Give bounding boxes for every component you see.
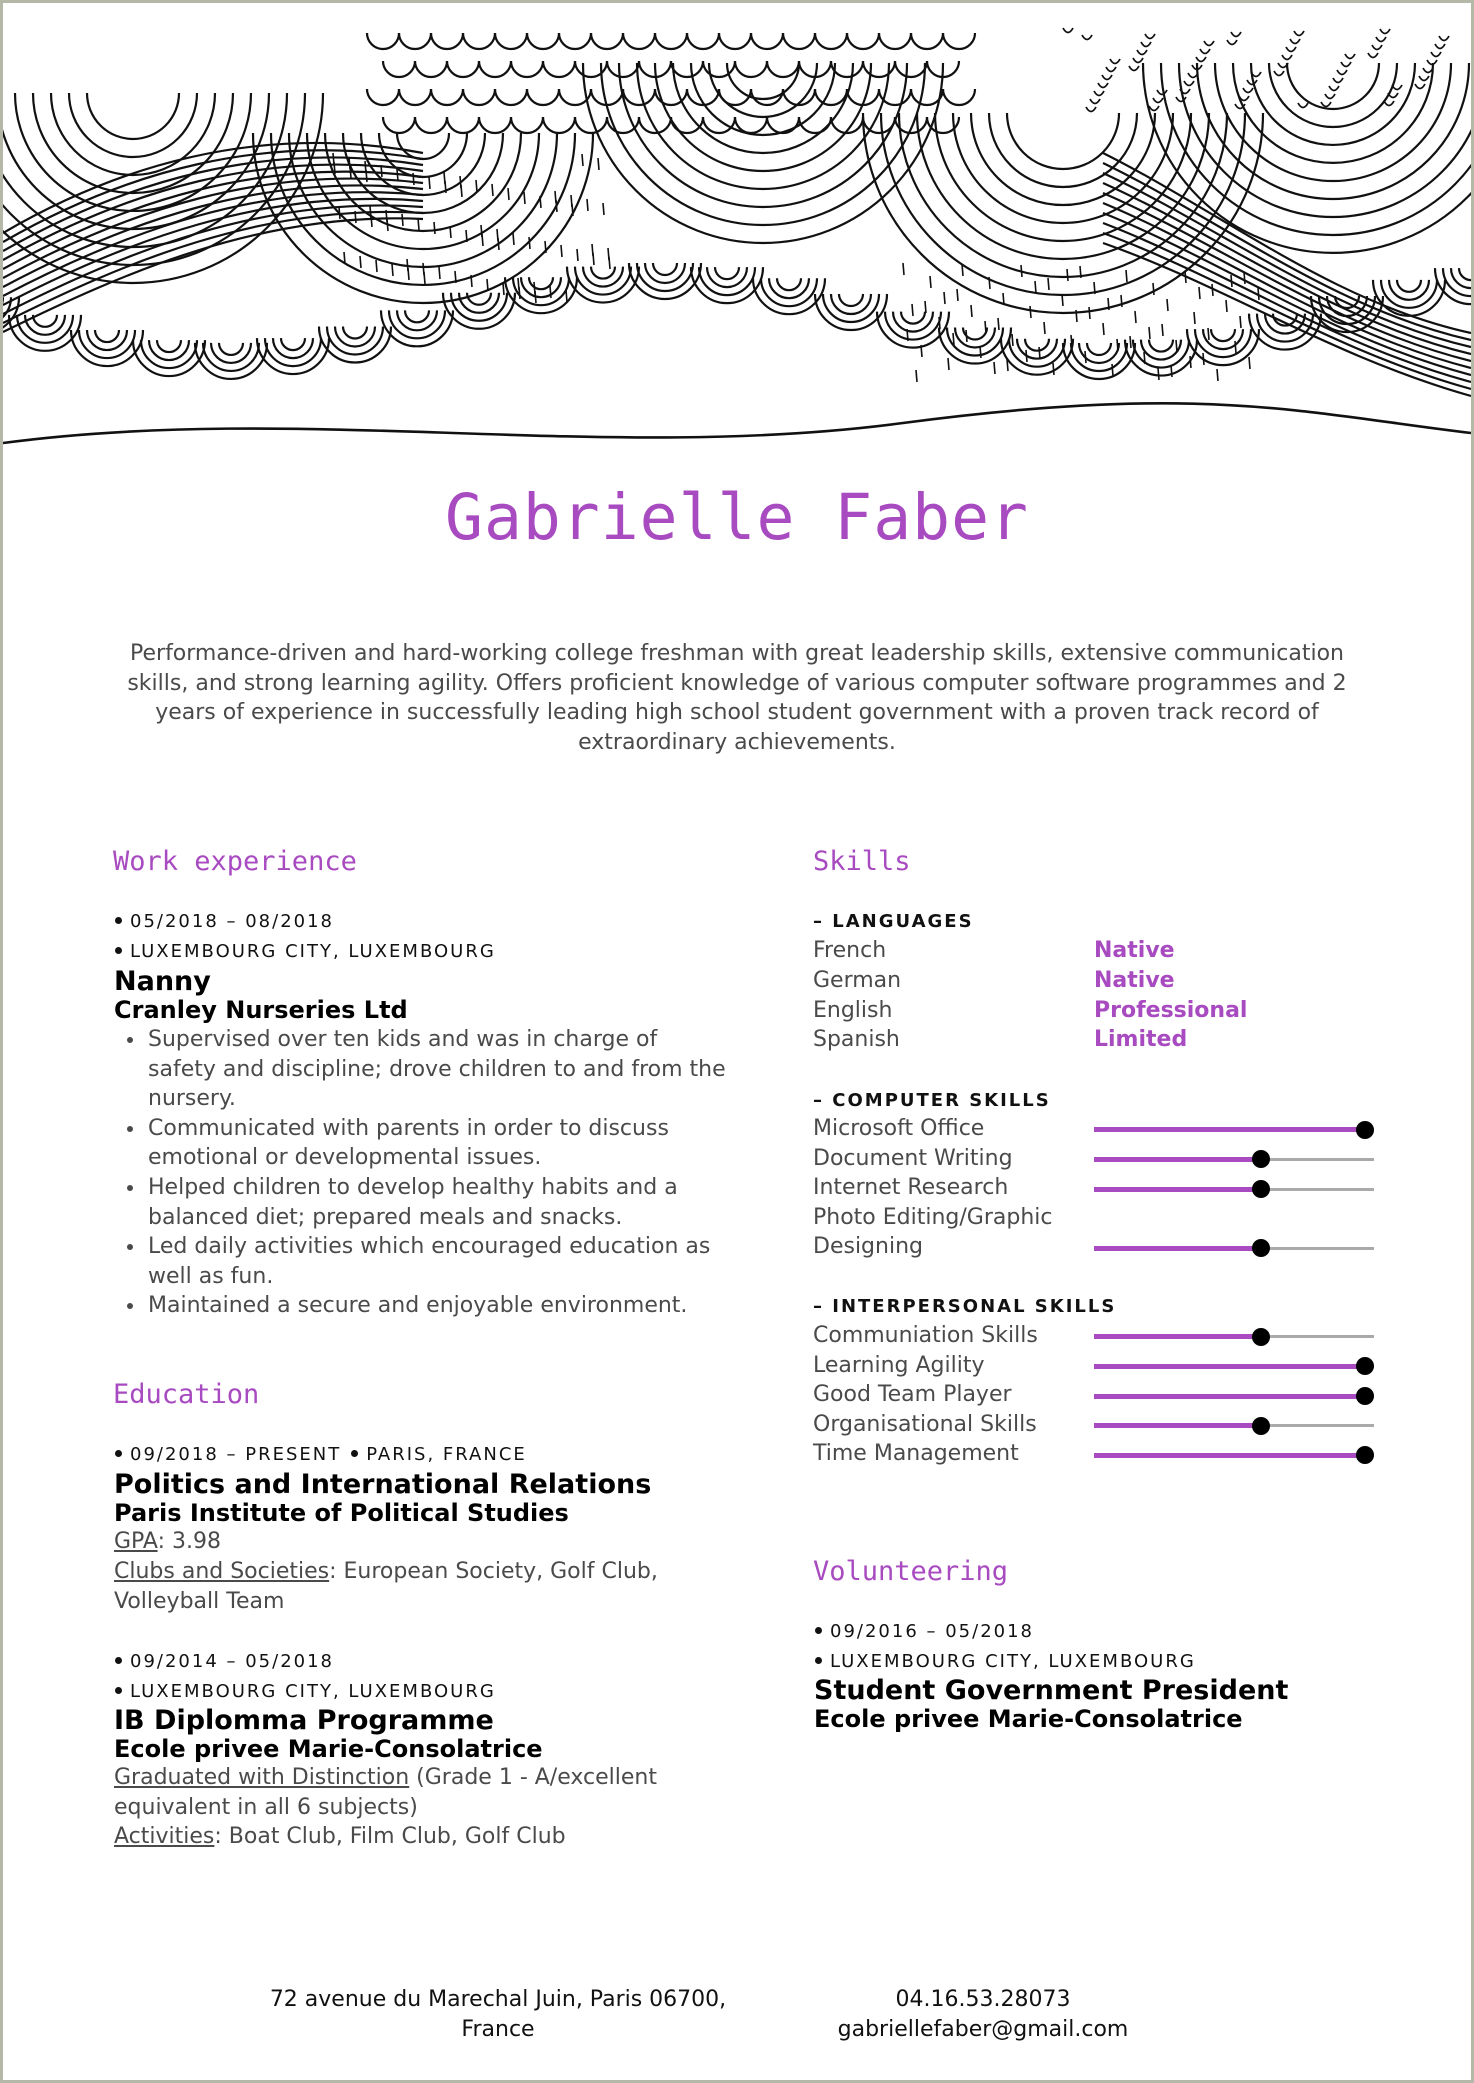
list-item: • Supervised over ten kids and was in charge of safety and discipline; drove children to and from the nursery. bbox=[146, 1025, 726, 1114]
list-item: • Led daily activities which encouraged education as well as fun. bbox=[146, 1232, 726, 1291]
bullet-dot bbox=[115, 1657, 122, 1664]
clubs-value: : European Society, Golf Club, Volleyball Team bbox=[114, 1559, 658, 1614]
skills-heading: Skills bbox=[813, 846, 911, 877]
interpersonal-skill-name: Communiation Skills bbox=[813, 1323, 1038, 1348]
language-name: German bbox=[813, 968, 902, 993]
interpersonal-skill-name: Good Team Player bbox=[813, 1382, 1012, 1408]
language-level: Professional bbox=[1094, 998, 1248, 1023]
volunteering-heading: Volunteering bbox=[813, 1556, 1009, 1587]
computer-skill-name: Document Writing bbox=[813, 1145, 1013, 1171]
language-name: Spanish bbox=[813, 1027, 900, 1052]
gpa-value: : 3.98 bbox=[157, 1529, 221, 1554]
interpersonal-rating-knob bbox=[1356, 1357, 1374, 1375]
education-2-dates bbox=[113, 1651, 334, 1672]
language-name: French bbox=[813, 938, 887, 963]
education-1-school: Paris Institute of Political Studies bbox=[114, 1499, 569, 1527]
computer-rating-knob bbox=[1252, 1150, 1270, 1168]
bullet-dot bbox=[115, 947, 122, 954]
volunteering-location-text: LUXEMBOURG CITY, LUXEMBOURG bbox=[830, 1651, 1196, 1672]
bullet-dot bbox=[115, 1687, 122, 1694]
education-2-distinction bbox=[114, 1763, 674, 1822]
education-2-location bbox=[113, 1681, 496, 1702]
education-1-meta bbox=[113, 1444, 527, 1465]
volunteering-dates bbox=[813, 1621, 1034, 1642]
interpersonal-rating-fill bbox=[1094, 1394, 1365, 1399]
interpersonal-rating-knob bbox=[1252, 1417, 1270, 1435]
education-1-clubs bbox=[114, 1557, 674, 1616]
education-2-location-text: LUXEMBOURG CITY, LUXEMBOURG bbox=[130, 1681, 496, 1702]
resume-page bbox=[3, 3, 1471, 2080]
interpersonal-rating-knob bbox=[1356, 1387, 1374, 1405]
computer-rating-knob bbox=[1356, 1121, 1374, 1139]
interpersonal-rating-fill bbox=[1094, 1453, 1365, 1458]
bullet-dot bbox=[815, 1627, 822, 1634]
profile-summary: Performance-driven and hard-working college freshman with great leadership skills, extensive communication skills, and strong learning agility. Offers proficient knowledge of various computer software programmes and 2 years of experience in successfully leading high school student government with a proven track record of extraordinary achievements. bbox=[127, 641, 1347, 755]
activities-value: : Boat Club, Film Club, Golf Club bbox=[214, 1824, 566, 1849]
interpersonal-rating-fill bbox=[1094, 1334, 1261, 1339]
volunteering-organization: Ecole privee Marie-Consolatrice bbox=[814, 1705, 1243, 1733]
interpersonal-rating-knob bbox=[1356, 1446, 1374, 1464]
education-heading: Education bbox=[113, 1379, 260, 1410]
education-2-dates-text: 09/2014 – 05/2018 bbox=[130, 1651, 334, 1672]
education-1-gpa bbox=[114, 1527, 674, 1557]
work-role: Nanny bbox=[114, 966, 211, 997]
candidate-name: Gabrielle Faber bbox=[445, 481, 1029, 554]
computer-rating-fill bbox=[1094, 1127, 1365, 1132]
volunteering-location bbox=[813, 1651, 1196, 1672]
computer-rating-knob bbox=[1252, 1239, 1270, 1257]
computer-rating-knob bbox=[1252, 1180, 1270, 1198]
work-location bbox=[113, 941, 496, 962]
languages-subheading: – LANGUAGES bbox=[813, 911, 974, 932]
computer-skill-name: Internet Research bbox=[813, 1175, 1009, 1201]
language-level: Limited bbox=[1094, 1027, 1188, 1052]
education-2-school: Ecole privee Marie-Consolatrice bbox=[114, 1735, 543, 1763]
computer-rating-fill bbox=[1094, 1157, 1261, 1162]
language-name: English bbox=[813, 998, 893, 1023]
contact-phone: 04.16.53.28073 bbox=[895, 1987, 1071, 2012]
interpersonal-skill-name: Time Management bbox=[813, 1441, 1019, 1467]
education-2-activities bbox=[114, 1822, 674, 1852]
computer-skills-subheading: – COMPUTER SKILLS bbox=[813, 1090, 1051, 1111]
distinction-value: (Grade 1 - A/excellent equivalent in all 6 subjects) bbox=[114, 1765, 657, 1820]
activities-label: Activities bbox=[114, 1824, 215, 1849]
work-responsibilities-list bbox=[118, 1025, 726, 1321]
volunteering-role: Student Government President bbox=[814, 1675, 1289, 1706]
gpa-label: GPA bbox=[114, 1529, 158, 1554]
work-experience-heading: Work experience bbox=[113, 846, 357, 877]
education-2-degree: IB Diplomma Programme bbox=[114, 1705, 494, 1736]
interpersonal-skill-name: Organisational Skills bbox=[813, 1411, 1037, 1437]
interpersonal-rating-fill bbox=[1094, 1364, 1365, 1369]
education-1-dates: 09/2018 – PRESENT bbox=[130, 1444, 342, 1465]
interpersonal-rating-fill bbox=[1094, 1423, 1261, 1428]
clubs-label: Clubs and Societies bbox=[114, 1559, 330, 1584]
computer-skill-name: Photo Editing/Graphic Designing bbox=[813, 1204, 1053, 1260]
list-item: • Helped children to develop healthy habits and a balanced diet; prepared meals and snacks. bbox=[146, 1173, 726, 1232]
language-level: Native bbox=[1094, 938, 1175, 963]
computer-rating-fill bbox=[1094, 1246, 1261, 1251]
bullet-dot bbox=[815, 1657, 822, 1664]
work-location-text: LUXEMBOURG CITY, LUXEMBOURG bbox=[130, 941, 496, 962]
volunteering-dates-text: 09/2016 – 05/2018 bbox=[830, 1621, 1034, 1642]
education-1-degree: Politics and International Relations bbox=[114, 1469, 652, 1500]
computer-rating-fill bbox=[1094, 1187, 1261, 1192]
contact-email: gabriellefaber@gmail.com bbox=[837, 2017, 1129, 2042]
doodle-header-art bbox=[3, 3, 1471, 453]
distinction-label: Graduated with Distinction bbox=[114, 1765, 410, 1790]
computer-skill-name: Microsoft Office bbox=[813, 1116, 985, 1141]
bullet-dot bbox=[115, 917, 122, 924]
contact-address: 72 avenue du Marechal Juin, Paris 06700, France bbox=[269, 1987, 727, 2042]
work-organization: Cranley Nurseries Ltd bbox=[114, 996, 408, 1024]
work-dates bbox=[113, 911, 334, 932]
language-level: Native bbox=[1094, 968, 1175, 993]
education-1-location: PARIS, FRANCE bbox=[366, 1444, 527, 1465]
bullet-dot bbox=[115, 1450, 122, 1457]
list-item: • Maintained a secure and enjoyable environment. bbox=[146, 1291, 726, 1321]
list-item: • Communicated with parents in order to discuss emotional or developmental issues. bbox=[146, 1114, 726, 1173]
work-dates-text: 05/2018 – 08/2018 bbox=[130, 911, 334, 932]
bullet-dot bbox=[351, 1450, 358, 1457]
interpersonal-skill-name: Learning Agility bbox=[813, 1352, 985, 1378]
interpersonal-skills-subheading: – INTERPERSONAL SKILLS bbox=[813, 1296, 1117, 1317]
interpersonal-rating-knob bbox=[1252, 1328, 1270, 1346]
